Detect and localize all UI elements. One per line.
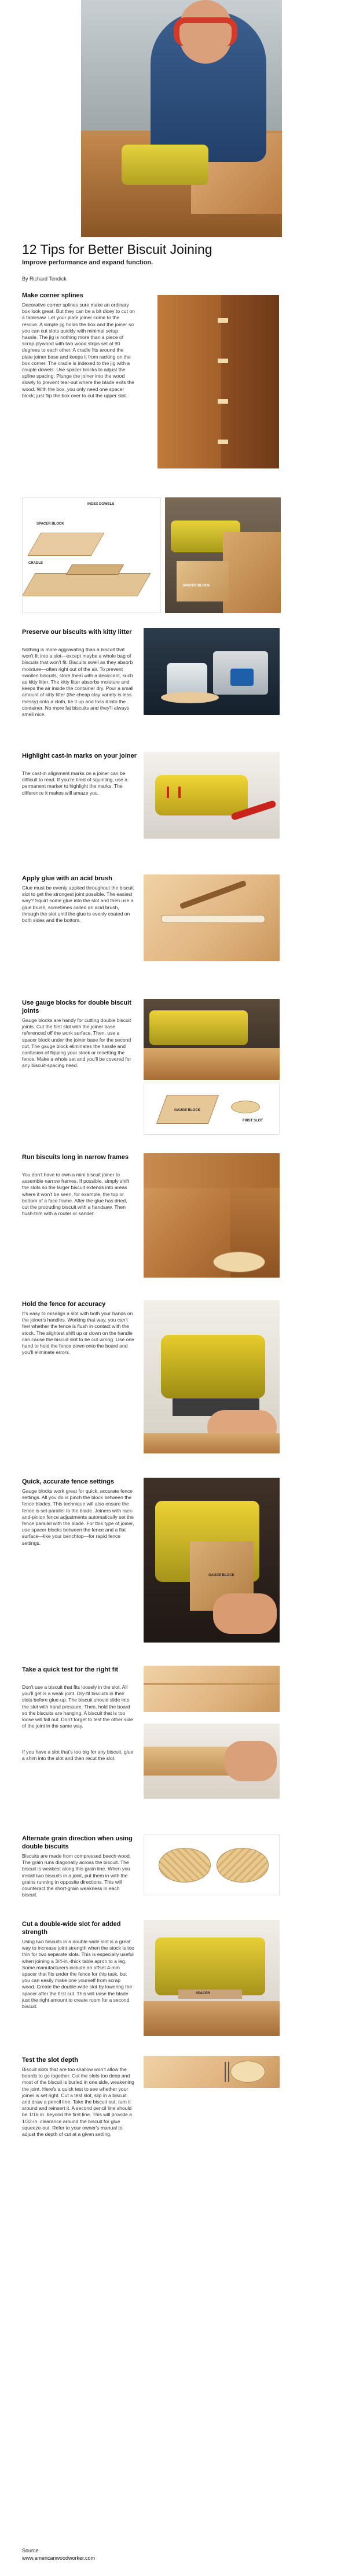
label-spacer: SPACER — [196, 1992, 210, 1995]
corner-spline-box-photo — [157, 295, 279, 468]
glue-brush-photo — [144, 874, 280, 961]
tip-body: Biscuit slots that are too shallow won't allow the boards to go together. Cut the slots too deep and most of the biscuit is buried in one side, weakening the joint. Here's a quick test to see whether your joiner is set right. Cut a test slot, slip in a biscuit and draw a pencil line. Take the biscuit out, turn it around and reinsert it. A second pencil line should be 1/16 in. beyond the first line. This will provide a 1/32-in. clearance around the biscuit for glue squeeze-out. Refer to your owner's manual to adjust the depth of cut at a given setting. — [22, 2066, 134, 2138]
gauge-block-diagram — [144, 1083, 280, 1135]
biscuit-test-hand-photo — [144, 1724, 280, 1799]
label-cradle: CRADLE — [28, 562, 43, 565]
tip-heading: Run biscuits long in narrow frames — [22, 1154, 129, 1161]
tip-heading: Make corner splines — [22, 292, 83, 299]
tip-heading: Preserve our biscuits with kitty litter — [22, 629, 132, 636]
tip-heading: Take a quick test for the right fit — [22, 1666, 119, 1673]
tip-heading: Alternate grain direction when using double biscuits — [22, 1835, 133, 1850]
biscuit-grain-direction-photo — [144, 1835, 280, 1895]
tip-body: Decorative corner splines sure make an ordinary box look great. But they can be a bit dicey to cut on a tablesaw. Let your plate joiner come to the rescue. A simple jig holds the box and the joiner so you can cut slots quickly with minimal setup hassle. The jig is nothing more than a piece of scrap plywood with two wood strips set at 90 degrees to each other. A cradle fits around the plate joiner base and keeps it from racking on the box corner. The cradle is indexed to the jig with a couple dowels. Use spacer blocks to adjust the spline spacing. Plunge the joiner into the wood slowly to prevent tear-out where the blade exits the wood. With the box, you only need one spacer block; just flip the box over to cut the upper slot. — [22, 302, 135, 398]
tip-body: Don't use a biscuit that fits loosely in the slot. All you'll get is a weak joint. Dry-fit biscuits in their slots before glue-up. The biscuit should slide into the slot with hand pressure. Then, hold the board so the biscuits are hanging. A biscuit that is too loose will fall out. Don't forget to test the other side of the joint in the same way. — [22, 1684, 133, 1729]
source-label: Source — [22, 2548, 39, 2553]
label-gauge-block-photo: GAUGE BLOCK — [208, 1574, 234, 1577]
tip-body: It's easy to misalign a slot with both your hands on the joiner's handles. Working that way, you can't feel whether the fence is flush in contact with the stock. The slightest shift up or down on the handle can cause the biscuit slot to be cut wrong. Use one hand to hold the fence down onto the board and you'll eliminate errors. — [22, 1311, 134, 1356]
long-biscuit-frame-photo — [144, 1153, 280, 1278]
label-first-slot: FIRST SLOT — [243, 1119, 263, 1123]
label-spacer-block: SPACER BLOCK — [36, 522, 64, 526]
biscuit-dry-fit-board-photo — [144, 1666, 280, 1712]
corner-spline-jig-diagram — [22, 497, 161, 613]
tip-body: The cast-in alignment marks on a joiner can be difficult to read. If you're tired of squinting, use a permanent marker to highlight the marks. The difference it makes will amaze you. — [22, 770, 128, 796]
tip-body: Nothing is more aggravating than a biscuit that won't fit into a slot—except maybe a whole bag of biscuits that won't fit. Biscuits swell as they absorb moisture—often right out of the air. To prevent swollen biscuits, store them with a desiccant, such as kitty litter. The kitty litter absorbs moisture and keeps the air inside the container dry. Pour a small amount of kitty litter (the cheap clay variety is less messy) onto a cloth, tie it up and toss it into the container. No more fat biscuits and they'll always smell nice. — [22, 647, 134, 718]
tip-heading: Quick, accurate fence settings — [22, 1478, 114, 1485]
kitty-litter-container-photo — [144, 628, 280, 715]
hero-photo — [81, 0, 282, 237]
tip-body: Biscuits are made from compressed beech wood. The grain runs diagonally across the biscuit. The biscuit is weakest along this grain line. When you install two biscuits in a joint, put them in with the grains running in opposite directions. This will counteract the short-grain weakness in each biscuit. — [22, 1853, 131, 1898]
joiner-marks-photo — [144, 752, 280, 839]
article-subtitle: Improve performance and expand function. — [22, 259, 153, 266]
double-wide-slot-photo — [144, 1920, 280, 2036]
label-gauge-block: GAUGE BLOCK — [174, 1109, 200, 1112]
fence-setting-photo — [144, 1478, 280, 1643]
tip-heading: Cut a double-wide slot for added strength — [22, 1921, 121, 1936]
gauge-block-joiner-photo — [144, 999, 280, 1080]
tip-heading: Apply glue with an acid brush — [22, 875, 112, 882]
tip-heading: Hold the fence for accuracy — [22, 1301, 106, 1308]
article-title: 12 Tips for Better Biscuit Joining — [22, 242, 212, 257]
source-link[interactable]: www.americanwoodworker.com — [22, 2555, 96, 2561]
article-byline: By Richard Tendick — [22, 276, 67, 282]
tip-heading: Highlight cast-in marks on your joiner — [22, 752, 137, 759]
label-index-dowels: INDEX DOWELS — [87, 503, 115, 506]
tip-body: You don't have to own a mini biscuit joiner to assemble narrow frames. If possible, simply shift the slots so the larger biscuit extends into areas where it won't be seen, for example, the top or bottom of a face frame. After the glue has dried, cut the protruding biscuit with a handsaw. Then flush-trim with a router or sander. — [22, 1172, 129, 1217]
tip-body: Gauge blocks are handy for cutting double biscuit joints. Cut the first slot with the joiner base referenced off the work surface. Then, use a spacer block under the joiner base for the second cut. The gauge block eliminates the hassle and confusion of flipping your stock or resetting the fence. Make a whole set and you'll be covered for any biscuit-spacing need. — [22, 1017, 131, 1069]
jig-in-use-photo — [165, 497, 281, 613]
tip-heading: Use gauge blocks for double biscuit joints — [22, 999, 131, 1014]
hold-fence-photo — [144, 1300, 280, 1453]
tip-heading: Test the slot depth — [22, 2057, 78, 2064]
tip-body: Gauge blocks work great for quick, accurate fence settings. All you do is pinch the block between the fence blades. This technique will also ensure the fence is set parallel to the blade. Joiners with rack-and-pinion fence adjustments automatically set the fence parallel with the blade. For this type of joiner, use spacer blocks between the fence and a flat surface—like your benchtop—for rapid fence settings. — [22, 1488, 134, 1546]
slot-depth-test-photo — [144, 2056, 280, 2088]
tip-body: Glue must be evenly applied throughout the biscuit slot to get the strongest joint possible. The easiest way? Squirt some glue into the slot and then use a glue brush, sometimes called an acid brush, through the slot until the glue is evenly coated on both sides and the bottom. — [22, 885, 134, 924]
tip-body: Using two biscuits in a double-wide slot is a great way to increase joint strength when the stock is too thin for two separate slots. This is especially useful when joining a 3/4-in.-thick table apron to a leg. Some manufacturers include an offset 4-mm spacer that fits under the fence for this task, but you can easily make one yourself from scrap wood. Create the double-wide slot by lowering the spacer after the first cut. This will raise the blade just the right amount to create room for a second biscuit. — [22, 1939, 134, 2010]
label-spacer-block-photo: SPACER BLOCK — [182, 584, 210, 588]
tip-body-continued: If you have a slot that's too big for any biscuit, glue a shim into the slot and then recut the slot. — [22, 1749, 134, 1762]
